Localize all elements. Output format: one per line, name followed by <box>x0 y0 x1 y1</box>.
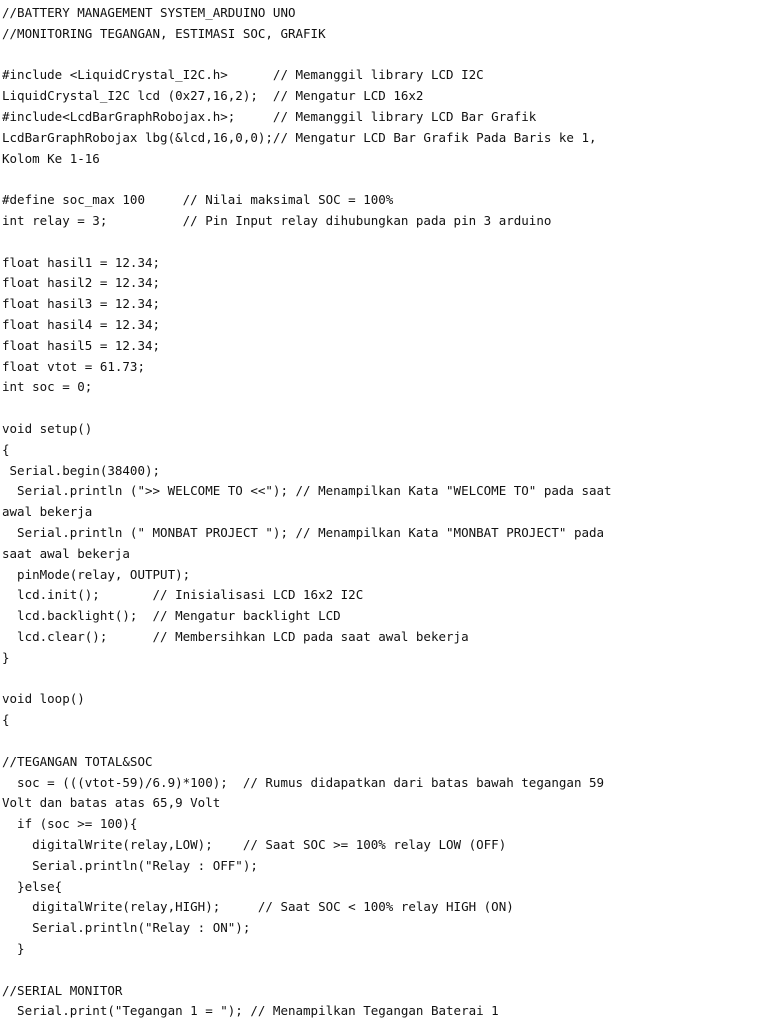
code-line: Serial.println("Relay : ON"); <box>2 920 251 936</box>
code-line: LiquidCrystal_I2C lcd (0x27,16,2); // Mengatur LCD 16x2 <box>2 88 424 104</box>
code-line <box>2 169 762 189</box>
code-line: } <box>2 941 25 956</box>
code-line: LcdBarGraphRobojax lbg(&lcd,16,0,0);// Mengatur LCD Bar Grafik Pada Baris ke 1, <box>2 129 597 145</box>
code-line <box>2 398 762 418</box>
code-line: float hasil4 = 12.34; <box>2 317 161 332</box>
code-line: //MONITORING TEGANGAN, ESTIMASI SOC, GRAFIK <box>2 25 326 41</box>
code-line: void loop() <box>2 691 85 707</box>
code-line <box>2 45 762 65</box>
code-line: } <box>2 649 10 665</box>
code-line: lcd.clear(); // Membersihkan LCD pada saat awal bekerja <box>2 629 469 644</box>
code-line: { <box>2 712 10 728</box>
code-line: #include<LcdBarGraphRobojax.h>; // Memanggil library LCD Bar Grafik <box>2 109 537 124</box>
code-line: float hasil1 = 12.34; <box>2 254 161 270</box>
code-line: Serial.println (" MONBAT PROJECT "); // Menampilkan Kata "MONBAT PROJECT" pada <box>2 525 605 540</box>
code-line: }else{ <box>2 878 63 894</box>
code-line: Serial.println (">> WELCOME TO <<"); // Menampilkan Kata "WELCOME TO" pada saat <box>2 483 612 499</box>
code-line: soc = (((vtot-59)/6.9)*100); // Rumus didapatkan dari batas bawah tegangan 59 <box>2 774 605 790</box>
code-line: lcd.backlight(); // Mengatur backlight LCD <box>2 608 341 624</box>
code-line: float hasil2 = 12.34; <box>2 275 161 291</box>
code-line: float hasil5 = 12.34; <box>2 337 161 353</box>
code-line: lcd.init(); // Inisialisasi LCD 16x2 I2C <box>2 587 364 603</box>
code-line: Serial.begin(38400); <box>2 462 161 478</box>
code-line: if (soc >= 100){ <box>2 816 138 832</box>
code-line <box>2 669 762 689</box>
code-line: float hasil3 = 12.34; <box>2 296 161 312</box>
code-line <box>2 232 762 252</box>
code-line: Serial.print("Tegangan 1 = "); // Menampilkan Tegangan Baterai 1 <box>2 1003 499 1019</box>
code-line: float vtot = 61.73; <box>2 358 145 374</box>
code-line: //BATTERY MANAGEMENT SYSTEM_ARDUINO UNO <box>2 5 296 20</box>
code-line: #include <LiquidCrystal_I2C.h> // Memanggil library LCD I2C <box>2 67 484 83</box>
code-line <box>2 960 762 980</box>
code-line: #define soc_max 100 // Nilai maksimal SOC = 100% <box>2 192 394 208</box>
code-line: //SERIAL MONITOR <box>2 982 123 998</box>
code-line: //TEGANGAN TOTAL&SOC <box>2 753 153 769</box>
code-line <box>2 731 762 751</box>
code-line: { <box>2 441 10 457</box>
code-line: Serial.println("Relay : OFF"); <box>2 857 258 873</box>
code-line: int relay = 3; // Pin Input relay dihubungkan pada pin 3 arduino <box>2 213 552 228</box>
code-line: pinMode(relay, OUTPUT); <box>2 566 191 582</box>
code-line: int soc = 0; <box>2 379 93 395</box>
code-line: digitalWrite(relay,HIGH); // Saat SOC < 100% relay HIGH (ON) <box>2 899 514 915</box>
code-line: Volt dan batas atas 65,9 Volt <box>2 795 221 811</box>
code-line: void setup() <box>2 421 93 436</box>
code-line: saat awal bekerja <box>2 545 130 561</box>
code-line: Kolom Ke 1-16 <box>2 150 100 166</box>
code-line: digitalWrite(relay,LOW); // Saat SOC >= 100% relay LOW (OFF) <box>2 837 507 852</box>
code-line: awal bekerja <box>2 504 93 520</box>
